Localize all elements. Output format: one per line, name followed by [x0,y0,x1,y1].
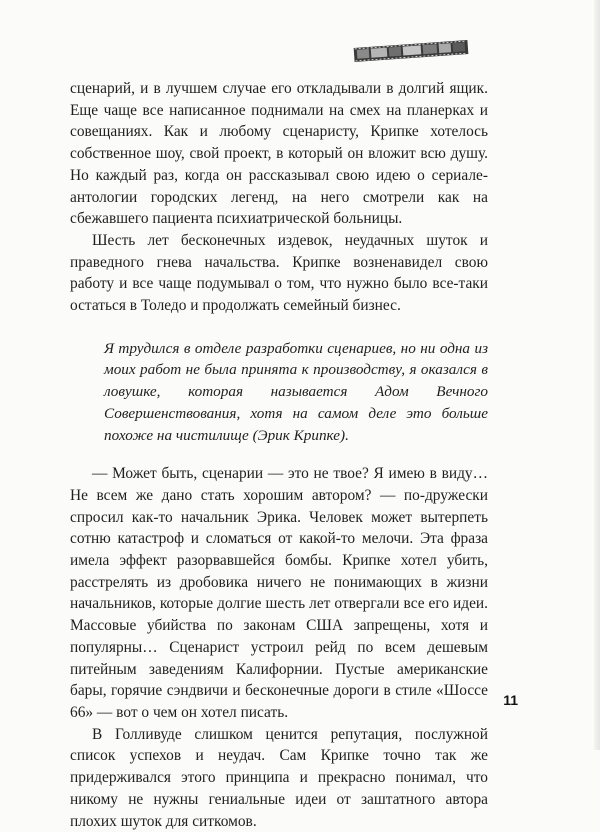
paragraph-2: Шесть лет бесконечных издевок, неудачных шуток и праведного гнева начальства. Крипке возненавидел свою работу и все чаще подумывал о том, что нужно было все-таки остаться в Толедо и продолжать семейный бизнес. [70,231,488,315]
body-text [70,78,488,832]
epigraph-quote: Я трудился в отделе разработки сценариев, но ни одна из моих работ не была принята к производству, я оказался в ловушке, которая называется Адом Вечного Совершенствования, хотя на самом деле это больше похоже на чистилище (Эрик Крипке). [104,339,488,444]
paragraph-4: В Голливуде слишком ценится репутация, послужной список успехов и неудач. Сам Крипке точно так же придерживался этого принципа и прекрасно понимал, что никому не нужны гениальные идеи от заштатного автора плохих шуток для ситкомов. [70,725,488,830]
page-edge [594,0,600,750]
page-number: 11 [503,692,518,708]
paragraph-1: сценарий, и в лучшем случае его откладывали в долгий ящик. Еще чаще все написанное поднимали на смех на планерках и совещаниях. Как и любому сценаристу, Крипке хотелось собственное шоу, свой проект, в который он вложит всю душу. Но каждый раз, когда он рассказывал свою идею о сериале-антологии городских легенд, на него смотрели как на сбежавшего пациента психиатрической больницы. [70,80,488,228]
film-strip-decoration [352,40,470,62]
paragraph-3: — Может быть, сценарии — это не твое? Я имею в виду… Не всем же дано стать хорошим автором? — по-дружески спросил как-то начальник Эрика. Человек может вытерпеть сотню катастроф и сломаться от какой-то мелочи. Эта фраза имела эффект разорвавшейся бомбы. Крипке хотел убить, расстрелять из дробовика ничего не понимающих в жизни начальников, которые долгие шесть лет отвергали все его идеи. Массовые убийства по законам США запрещены, хотя и популярны… Сценарист устроил рейд по всем дешевым питейным заведениям Калифорнии. Пустые американские бары, горячие сэндвичи и бесконечные дороги в стиле «Шоссе 66» — вот о чем он хотел писать. [70,465,488,721]
